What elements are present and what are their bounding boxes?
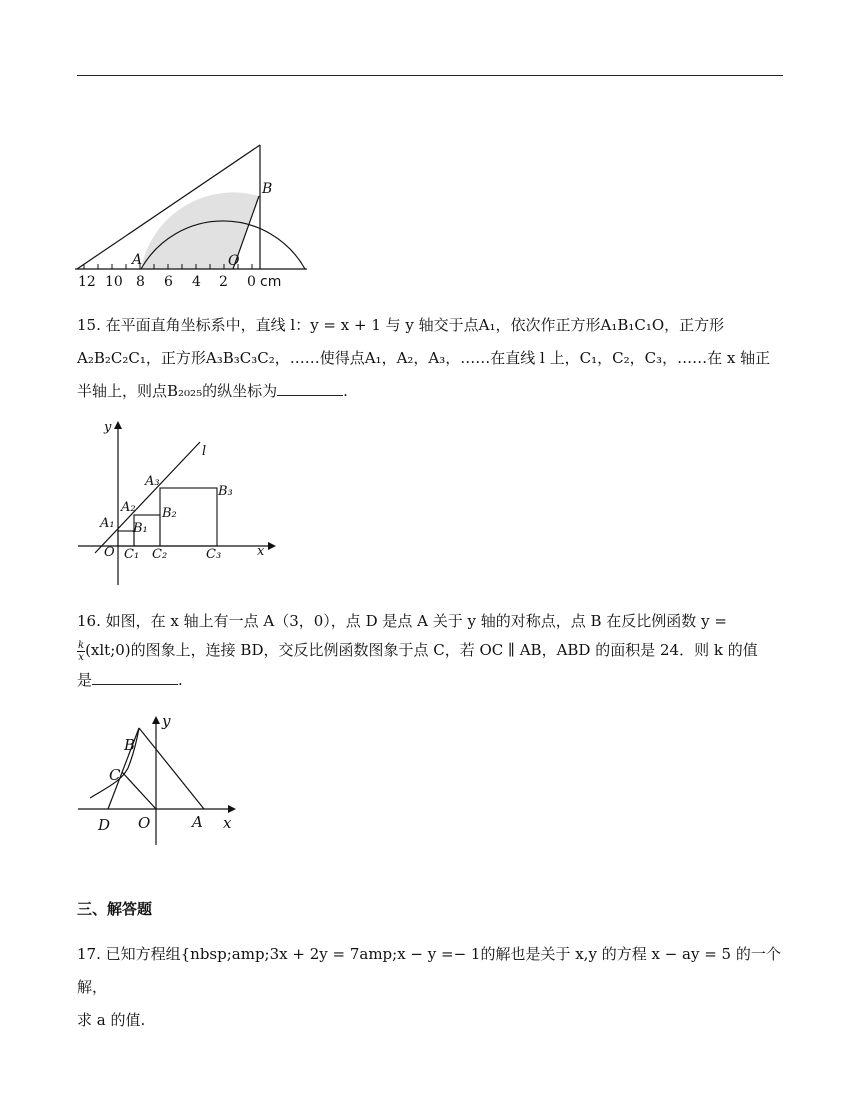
question-16-end: . — [178, 671, 183, 689]
ruler-label: 10 — [105, 274, 123, 290]
point-a-label: A — [192, 813, 203, 831]
question-16-line3: 是 — [77, 671, 93, 689]
a3-label: A₃ — [145, 474, 160, 489]
c2-label: C₂ — [152, 547, 168, 562]
point-b-label: B — [262, 181, 273, 197]
ruler-unit: cm — [260, 274, 282, 290]
answer-blank-15[interactable] — [277, 381, 343, 396]
point-o-label: O — [228, 253, 240, 269]
fraction-numerator: k — [78, 639, 85, 651]
question-17-line1: 17. 已知方程组{nbsp;amp;3x + 2y = 7amp;x − y =− 1的解也是关于 x,y 的方程 x − ay = 5 的一个解， — [77, 945, 781, 996]
a1-label: A₁ — [100, 516, 115, 531]
c1-label: C₁ — [124, 547, 140, 562]
header-rule — [77, 75, 783, 76]
figure-inverse-function — [70, 710, 250, 850]
figure-squares-on-line — [70, 415, 280, 590]
point-a-label: A — [132, 252, 143, 268]
x-axis-label: x — [257, 544, 265, 559]
question-17-line2: 求 a 的值. — [77, 1011, 146, 1029]
point-b-label: B — [124, 736, 136, 754]
section-heading: 三、解答题 — [77, 900, 153, 918]
ruler-label: 6 — [164, 274, 173, 290]
c3-label: C₃ — [206, 547, 222, 562]
b2-label: B₂ — [162, 506, 177, 521]
y-axis-label: y — [162, 712, 171, 730]
question-15-text: 15. 在平面直角坐标系中，直线 l：y = x + 1 与 y 轴交于点A₁，依次作正方形A₁B₁C₁O，正方形A₂B₂C₂C₁，正方形A₃B₃C₃C₂，……使得点A₁，A₂，A₃，……在直线 l 上，C₁，C₂，C₃，……在 x 轴正半轴上，则点B₂₀₂₅的纵坐标为 — [77, 316, 771, 400]
x-axis-label: x — [223, 814, 232, 832]
ruler-label: 2 — [219, 274, 228, 290]
a2-label: A₂ — [121, 500, 136, 515]
line-l-label: l — [202, 444, 207, 459]
question-15 — [77, 309, 783, 408]
question-16-line2: (xlt;0)的图象上，连接 BD，交反比例函数图象于点 C，若 OC ∥ AB，ABD 的面积是 24．则 k 的值 — [85, 641, 758, 659]
question-16 — [77, 605, 783, 697]
figure-triangle-semicircle — [70, 140, 320, 295]
question-17 — [77, 938, 783, 1037]
fraction-k-over-x — [77, 640, 85, 663]
origin-label: O — [104, 545, 115, 560]
question-16-line1: 16. 如图，在 x 轴上有一点 A（3，0），点 D 是点 A 关于 y 轴的对称点，点 B 在反比例函数 y = — [77, 612, 727, 630]
point-d-label: D — [98, 816, 111, 834]
b3-label: B₃ — [218, 484, 233, 499]
ruler-label: 12 — [78, 274, 96, 290]
ruler-label: 4 — [192, 274, 201, 290]
b1-label: B₁ — [133, 521, 148, 536]
ruler-label: 0 — [247, 274, 256, 290]
fraction-denominator: x — [78, 651, 84, 663]
y-axis-label: y — [104, 420, 112, 435]
point-c-label: C — [109, 766, 121, 784]
ruler-label: 8 — [136, 274, 145, 290]
question-15-end: . — [343, 382, 348, 400]
answer-blank-16[interactable] — [92, 670, 178, 685]
origin-label: O — [138, 814, 151, 832]
